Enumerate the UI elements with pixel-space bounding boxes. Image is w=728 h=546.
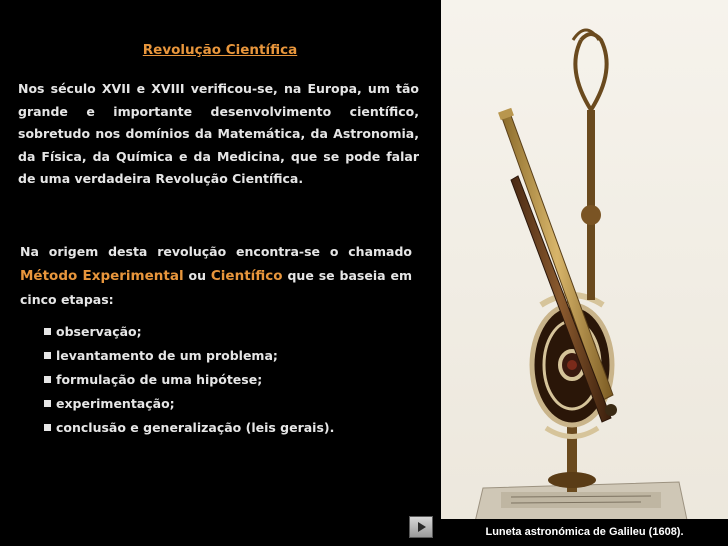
- intro-paragraph: Nos século XVII e XVIII verificou-se, na Europa, um tão grande e importante desenvolvimento científico, sobretudo nos domínios da Matemática, da Astronomia, da Física, da Química e da Medicina, que se pode falar de uma verdadeira Revolução Científica.: [18, 81, 419, 186]
- list-item: [44, 344, 334, 368]
- square-bullet-icon: [44, 376, 51, 383]
- steps-list: [44, 320, 334, 440]
- image-caption: Luneta astronómica de Galileu (1608).: [441, 519, 728, 546]
- method-connector-text: ou: [183, 268, 211, 283]
- step-label: observação;: [56, 324, 142, 339]
- method-intro-text: Na origem desta revolução encontra-se o chamado: [20, 244, 412, 259]
- step-label: conclusão e generalização (leis gerais).: [56, 420, 335, 435]
- method-term-experimental: Método Experimental: [20, 268, 184, 284]
- square-bullet-icon: [44, 328, 51, 335]
- method-term-scientific: Científico: [210, 268, 283, 284]
- method-outro-text: que se baseia em cinco etapas:: [20, 268, 412, 307]
- next-slide-button[interactable]: [409, 516, 433, 538]
- square-bullet-icon: [44, 400, 51, 407]
- list-item: [44, 392, 334, 416]
- square-bullet-icon: [44, 352, 51, 359]
- list-item: [44, 416, 334, 440]
- step-label: levantamento de um problema;: [56, 348, 278, 363]
- list-item: [44, 320, 334, 344]
- method-paragraph: [20, 240, 412, 312]
- telescope-illustration: [441, 0, 728, 546]
- slide-title: Revolução Científica: [142, 42, 298, 58]
- play-arrow-icon: [418, 522, 426, 532]
- list-item: [44, 368, 334, 392]
- telescope-photo: [441, 0, 728, 546]
- step-label: formulação de uma hipótese;: [56, 372, 263, 387]
- square-bullet-icon: [44, 424, 51, 431]
- step-label: experimentação;: [56, 396, 175, 411]
